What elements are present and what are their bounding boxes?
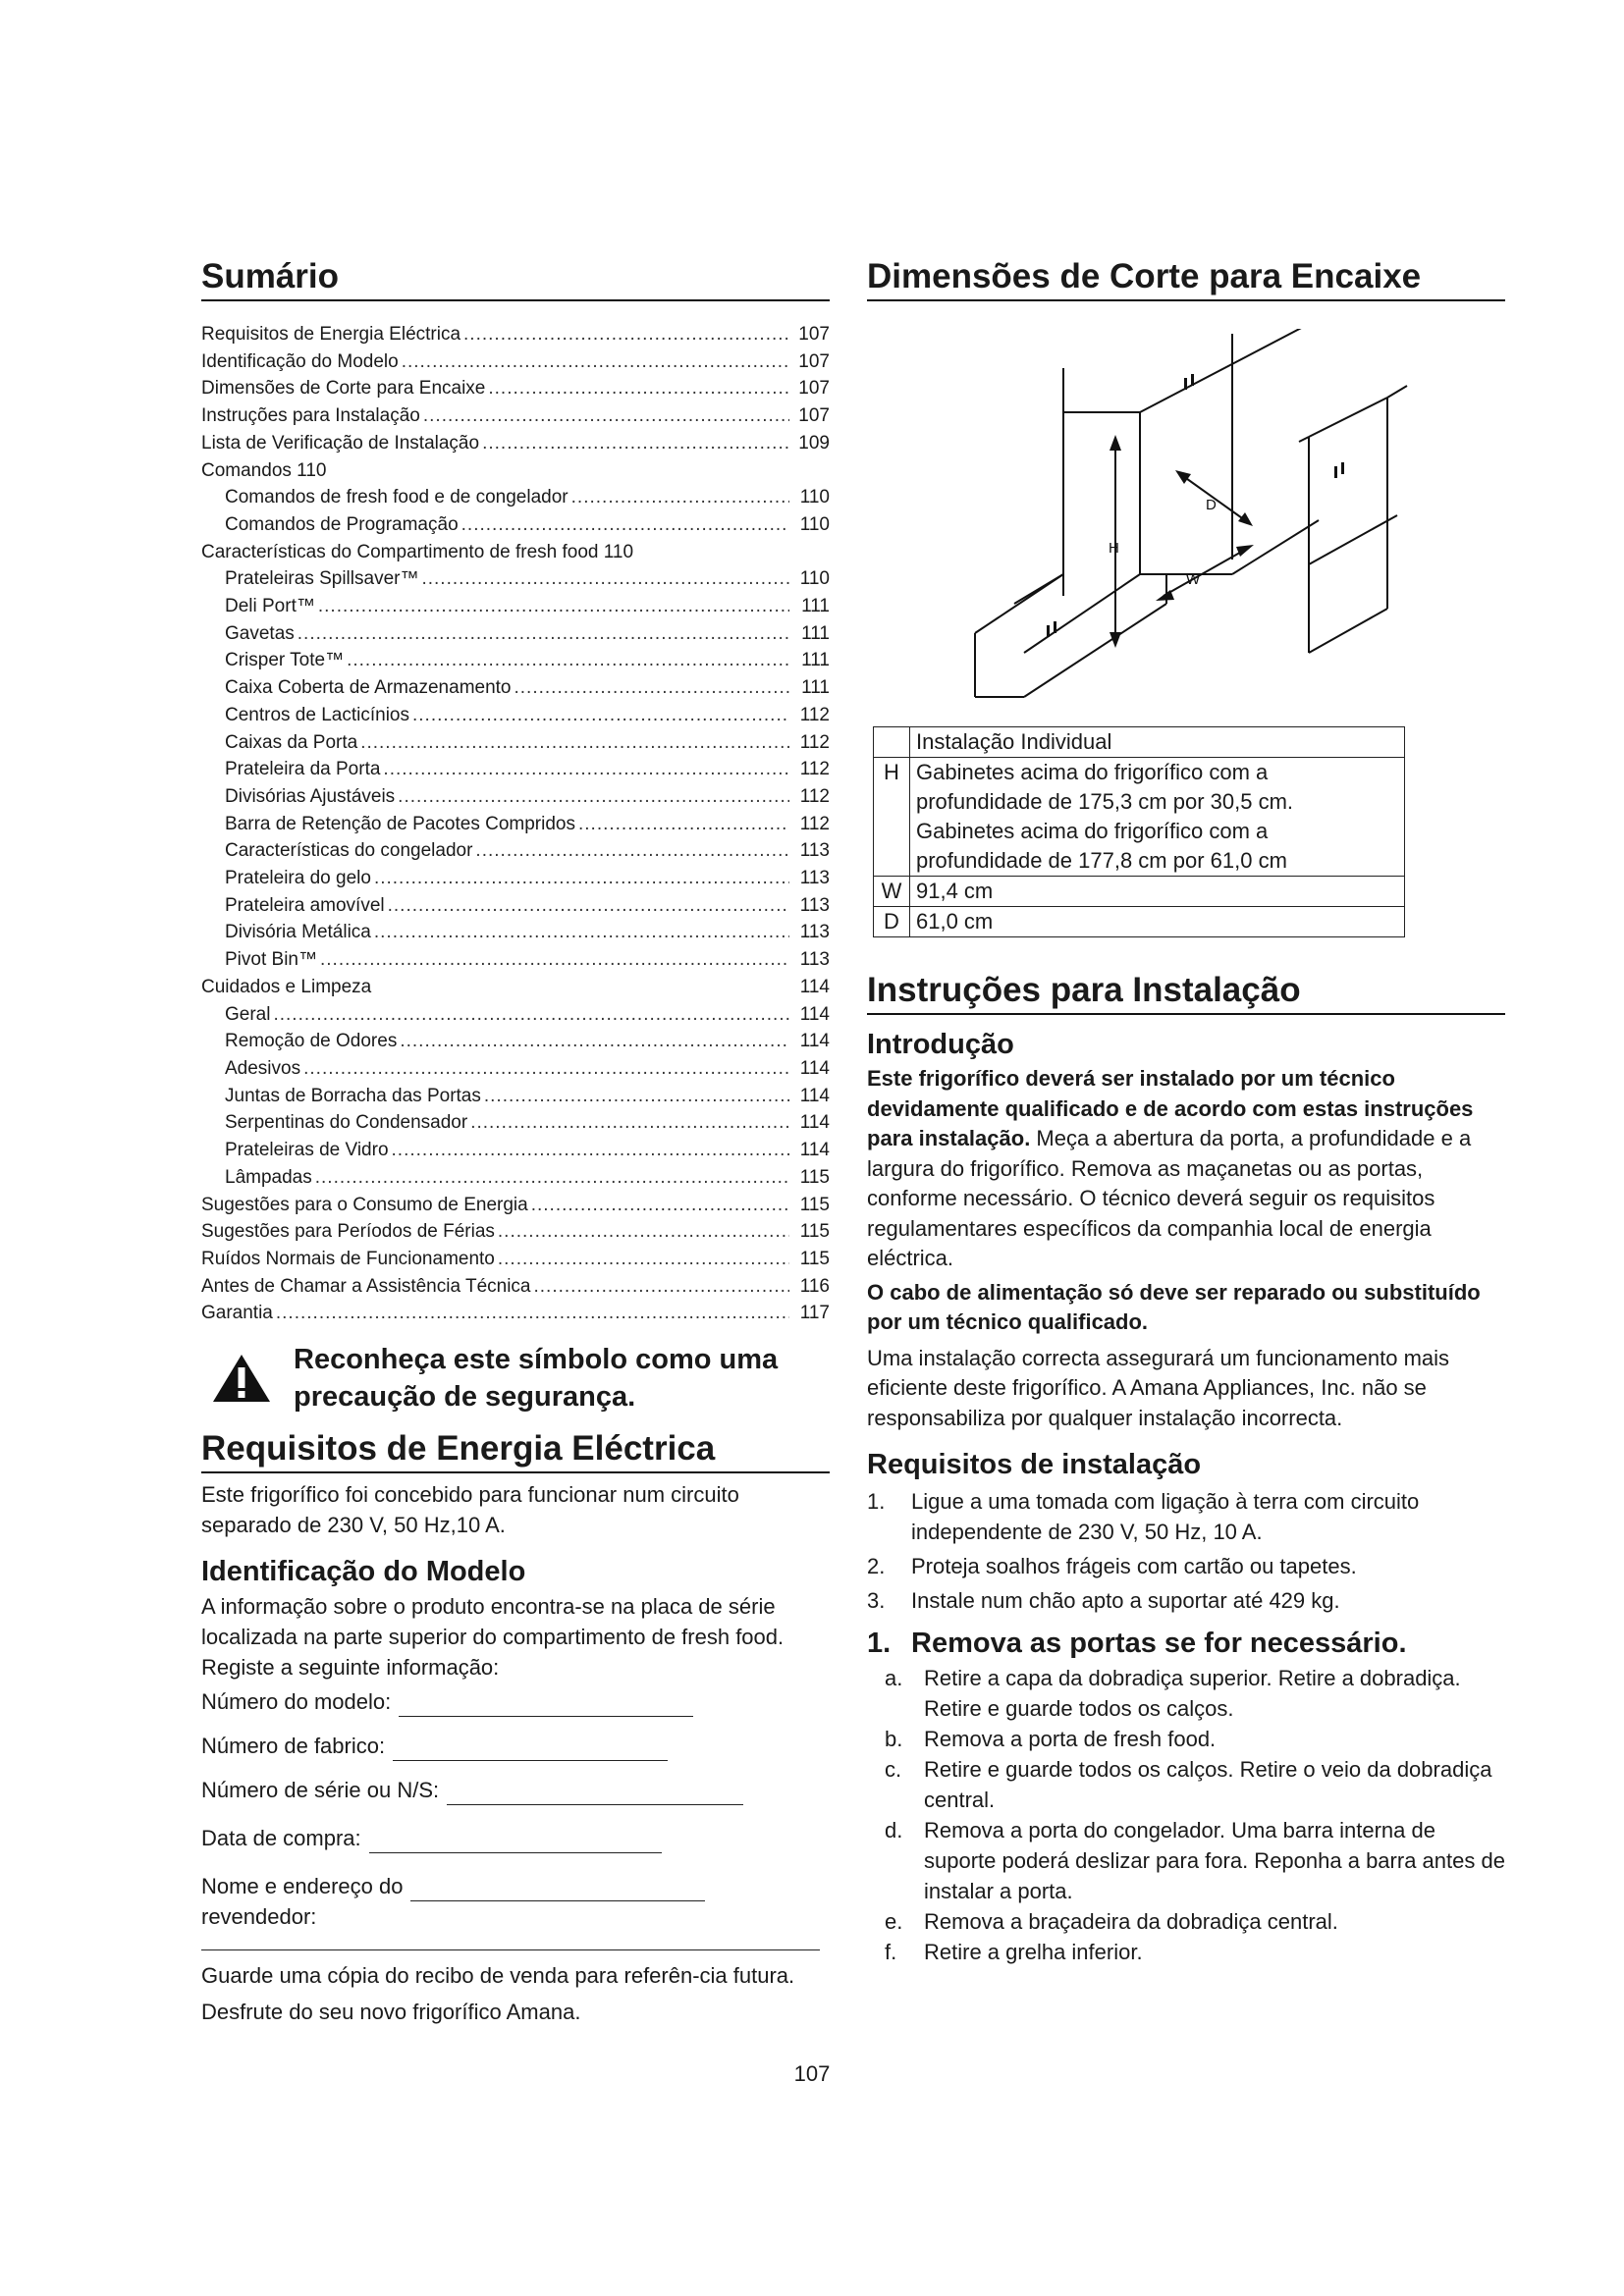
toc-leader-dots: [374, 865, 789, 892]
toc-entry-label: Caixa Coberta de Armazenamento: [225, 677, 512, 699]
toc-entry-page: 117: [799, 1303, 830, 1324]
toc-entry-label: Pivot Bin™: [225, 949, 317, 971]
requirements-list: [867, 1486, 1505, 1616]
toc-entry-page: 114: [799, 976, 830, 997]
diagram-label-h: H: [1109, 540, 1119, 557]
toc-entry: [201, 593, 830, 620]
toc-entry: [201, 430, 830, 457]
energy-title: Requisitos de Energia Eléctrica: [201, 1429, 830, 1473]
safety-warning: [201, 1341, 830, 1415]
toc-entry-label: Caixas da Porta: [225, 731, 358, 753]
model-title: Identificação do Modelo: [201, 1556, 526, 1588]
list-item-text: Remova a porta de fresh food.: [924, 1727, 1217, 1751]
model-number-blank: [399, 1692, 693, 1717]
toc-entry: [201, 1137, 830, 1164]
toc-entry: [201, 1273, 830, 1301]
toc-entry-page: 114: [799, 1031, 830, 1052]
list-item: [885, 1937, 1505, 1967]
toc-entry: [201, 620, 830, 648]
toc-entry: [201, 457, 830, 485]
list-item-number: 1.: [867, 1489, 886, 1514]
toc-entry-label: Barra de Retenção de Pacotes Compridos: [225, 813, 575, 834]
toc-entry: [201, 1083, 830, 1110]
toc-leader-dots: [400, 1028, 789, 1055]
toc-leader-dots: [531, 1192, 789, 1219]
toc-entry-page: 114: [799, 1112, 830, 1134]
list-item: [885, 1754, 1505, 1815]
model-fields: [201, 1686, 830, 1950]
toc-leader-dots: [402, 348, 789, 376]
table-key-d: D: [874, 907, 910, 937]
toc-entry-page: 109: [798, 432, 830, 454]
install-title: Instruções para Instalação: [867, 971, 1505, 1015]
list-item-letter: f.: [885, 1940, 897, 1964]
toc-entry-label: Prateleira da Porta: [225, 759, 381, 780]
list-item-text: Retire a capa da dobradiça superior. Retire a dobradiça. Retire e guarde todos os calços.: [924, 1666, 1461, 1721]
requirements-title: Requisitos de instalação: [867, 1449, 1202, 1480]
list-item-letter: d.: [885, 1818, 903, 1842]
table-header: Instalação Individual: [910, 727, 1405, 758]
toc-entry-label: Lâmpadas: [225, 1166, 312, 1188]
diagram-label-d: D: [1206, 497, 1217, 513]
toc-entry-label: Antes de Chamar a Assistência Técnica: [201, 1275, 531, 1297]
keep-receipt-text: Guarde uma cópia do recibo de venda para referên-cia futura.: [201, 1963, 795, 1989]
toc-entry-page: 114: [799, 1003, 830, 1025]
toc-entry-page: 114: [799, 1057, 830, 1079]
toc-leader-dots: [498, 1218, 789, 1246]
toc-leader-dots: [298, 620, 789, 648]
list-item-number: 2.: [867, 1554, 886, 1578]
toc-entry: [201, 756, 830, 783]
dimensions-table: [873, 726, 1405, 937]
toc-leader-dots: [423, 402, 789, 430]
toc-entry: [201, 1218, 830, 1246]
enjoy-text: Desfrute do seu novo frigorífico Amana.: [201, 2000, 581, 2025]
toc-entry-label: Comandos 110: [201, 459, 327, 481]
table-key-w: W: [874, 877, 910, 907]
toc-entry: [201, 565, 830, 593]
toc-entry: [201, 892, 830, 920]
toc-entry-label: Centros de Lacticínios: [225, 704, 409, 725]
toc-entry-label: Ruídos Normais de Funcionamento: [201, 1248, 495, 1269]
toc-leader-dots: [470, 1109, 789, 1137]
list-item-text: Instale num chão apto a suportar até 429 kg.: [911, 1588, 1340, 1613]
right-column: [867, 257, 1505, 1967]
warning-line-2: precaução de segurança.: [294, 1381, 636, 1414]
warning-line-1: Reconheça este símbolo como uma: [294, 1344, 779, 1376]
toc-leader-dots: [461, 511, 789, 539]
toc-entry-label: Características do Compartimento de fresh food 110: [201, 541, 634, 562]
toc-entry: [201, 865, 830, 892]
toc-entry-label: Cuidados e Limpeza: [201, 976, 372, 997]
toc-leader-dots: [514, 674, 790, 702]
toc-entry: [201, 1164, 830, 1192]
toc-entry: [201, 919, 830, 946]
diagram-label-w: W: [1186, 571, 1201, 588]
intro-bold-text: Este frigorífico deverá ser instalado por um técnico devidamente qualificado e de acordo com estas instruções para instalação.: [867, 1066, 1474, 1150]
list-item-text: Retire e guarde todos os calços. Retire o veio da dobradiça central.: [924, 1757, 1492, 1812]
fabric-number-label: Número de fabrico:: [201, 1734, 386, 1759]
toc-leader-dots: [412, 702, 789, 729]
toc-leader-dots: [578, 811, 789, 838]
intro-rest-text: Meça a abertura da porta, a profundidade e a largura do frigorífico. Remova as maçanetas ou as portas, conforme necessário. O técnico deverá seguir os requisitos regulamentares específicos da companhia local de energia eléctrica.: [867, 1126, 1472, 1270]
toc-entry: [201, 375, 830, 402]
toc-entry-page: 111: [801, 596, 830, 617]
toc-leader-dots: [329, 457, 789, 485]
dealer-label-2: revendedor:: [201, 1904, 317, 1930]
warning-triangle-icon: [211, 1353, 272, 1404]
toc-entry-page: 107: [798, 378, 830, 400]
toc-leader-dots: [276, 1300, 789, 1327]
purchase-date-blank: [369, 1829, 662, 1853]
toc-leader-dots: [488, 375, 789, 402]
dimensions-title: Dimensões de Corte para Encaixe: [867, 257, 1505, 301]
toc-entry-page: 112: [799, 813, 830, 834]
list-item-text: Proteja soalhos frágeis com cartão ou tapetes.: [911, 1554, 1357, 1578]
list-item-text: Remova a porta do congelador. Uma barra interna de suporte poderá deslizar para fora. Reponha a barra antes de instalar a porta.: [924, 1818, 1505, 1903]
list-item-text: Ligue a uma tomada com ligação à terra com circuito independente de 230 V, 50 Hz, 10 A.: [911, 1489, 1420, 1544]
toc-leader-dots: [421, 565, 789, 593]
toc-entry: [201, 1246, 830, 1273]
toc-entry-label: Comandos de Programação: [225, 513, 459, 535]
energy-text: Este frigorífico foi concebido para funcionar num circuito separado de 230 V, 50 Hz,10 A.: [201, 1482, 739, 1538]
toc-entry-page: 116: [799, 1275, 830, 1297]
list-item-number: 3.: [867, 1588, 886, 1613]
toc-entry-page: 113: [799, 894, 830, 916]
toc-entry-page: 111: [801, 677, 830, 699]
toc-entry-page: 112: [799, 731, 830, 753]
toc-entry: [201, 1109, 830, 1137]
toc-leader-dots: [398, 783, 789, 811]
toc-entry-label: Dimensões de Corte para Encaixe: [201, 378, 486, 400]
toc-entry-label: Instruções para Instalação: [201, 405, 420, 427]
toc-entry: [201, 1055, 830, 1083]
list-item: [867, 1551, 1505, 1581]
toc-entry-label: Comandos de fresh food e de congelador: [225, 487, 568, 508]
list-item-letter: c.: [885, 1757, 902, 1782]
toc-entry: [201, 1192, 830, 1219]
toc-entry: [201, 348, 830, 376]
toc-entry-page: 113: [799, 868, 830, 889]
toc-leader-dots: [388, 892, 789, 920]
toc-entry-label: Deli Port™: [225, 596, 315, 617]
list-item: [867, 1585, 1505, 1616]
toc-entry: [201, 783, 830, 811]
toc-entry-label: Remoção de Odores: [225, 1031, 398, 1052]
toc-leader-dots: [571, 484, 789, 511]
toc-entry-label: Prateleiras Spillsaver™: [225, 568, 419, 590]
toc-entry-page: 107: [798, 350, 830, 372]
toc-leader-dots: [482, 430, 789, 457]
toc-entry: [201, 539, 830, 566]
toc-entry-page: 111: [801, 650, 830, 671]
table-key-h: H: [874, 758, 910, 877]
toc-entry: [201, 1300, 830, 1327]
intro-text: [867, 1064, 1505, 1274]
door-steps-list: [867, 1663, 1505, 1967]
toc-leader-dots: [463, 321, 789, 348]
toc-entry-page: [792, 457, 830, 485]
toc-entry-page: 112: [799, 785, 830, 807]
toc-entry-page: 114: [799, 1140, 830, 1161]
toc-entry-label: Características do congelador: [225, 840, 473, 862]
table-w-value: 91,4 cm: [910, 877, 1405, 907]
toc-leader-dots: [383, 756, 789, 783]
toc-leader-dots: [484, 1083, 789, 1110]
toc-entry-page: 112: [799, 704, 830, 725]
left-column: [201, 257, 830, 2027]
toc-leader-dots: [374, 974, 789, 1001]
toc-entry-label: Divisórias Ajustáveis: [225, 785, 396, 807]
toc-entry: [201, 1028, 830, 1055]
doors-title: Remova as portas se for necessário.: [911, 1628, 1407, 1659]
toc-leader-dots: [347, 647, 789, 674]
toc-entry-page: 107: [798, 405, 830, 427]
list-item-text: Remova a braçadeira da dobradiça central.: [924, 1909, 1338, 1934]
toc-entry-page: 110: [799, 568, 830, 590]
toc-entry: [201, 511, 830, 539]
toc-entry-page: 107: [798, 324, 830, 345]
dealer-label-1: Nome e endereço do: [201, 1874, 404, 1899]
toc-entry-label: Requisitos de Energia Eléctrica: [201, 324, 461, 345]
toc-leader-dots: [303, 1055, 789, 1083]
toc-entry-page: 114: [799, 1085, 830, 1106]
list-item-text: Retire a grelha inferior.: [924, 1940, 1143, 1964]
toc-entry-label: Lista de Verificação de Instalação: [201, 432, 480, 454]
toc-entry-page: 115: [799, 1221, 830, 1243]
list-item: [885, 1663, 1505, 1724]
toc-leader-dots: [534, 1273, 790, 1301]
toc-entry-page: 113: [799, 840, 830, 862]
toc-entry-label: Serpentinas do Condensador: [225, 1112, 468, 1134]
intro-title: Introdução: [867, 1029, 1014, 1060]
toc-entry-label: Sugestões para Períodos de Férias: [201, 1221, 495, 1243]
dealer-blank: [410, 1877, 705, 1901]
toc-leader-dots: [315, 1164, 789, 1192]
toc-entry-page: 112: [799, 759, 830, 780]
doors-heading: 1. Remova as portas se for necessário.: [867, 1628, 1407, 1659]
toc-entry-page: 110: [799, 487, 830, 508]
toc-leader-dots: [498, 1246, 789, 1273]
toc-entry-label: Prateleira do gelo: [225, 868, 371, 889]
page-number: 107: [793, 2061, 831, 2086]
toc-entry-page: 111: [801, 622, 830, 644]
list-item: [885, 1815, 1505, 1906]
toc-entry-label: Divisória Metálica: [225, 922, 371, 943]
toc-leader-dots: [374, 919, 789, 946]
toc-entry: [201, 974, 830, 1001]
model-text: A informação sobre o produto encontra-se na placa de série localizada na parte superior do compartimento de fresh food. Registe a seguinte informação:: [201, 1594, 785, 1681]
list-item: [885, 1906, 1505, 1937]
toc-entry: [201, 702, 830, 729]
table-of-contents: [201, 321, 830, 1327]
toc-entry-page: 113: [799, 922, 830, 943]
list-item-letter: e.: [885, 1909, 903, 1934]
list-item-letter: a.: [885, 1666, 903, 1690]
toc-entry: [201, 647, 830, 674]
toc-entry: [201, 811, 830, 838]
toc-entry: [201, 837, 830, 865]
correct-install-text: Uma instalação correcta assegurará um funcionamento mais eficiente deste frigorífico. A Amana Appliances, Inc. não se responsabiliza por qualquer instalação incorrecta.: [867, 1345, 1450, 1430]
toc-entry: [201, 402, 830, 430]
toc-leader-dots: [318, 593, 789, 620]
dealer-signature-line: [201, 1940, 820, 1950]
toc-entry-page: 115: [799, 1248, 830, 1269]
cutout-dimensions-diagram: [867, 329, 1505, 721]
toc-entry-label: Prateleiras de Vidro: [225, 1140, 389, 1161]
toc-leader-dots: [636, 539, 789, 566]
toc-entry: [201, 729, 830, 757]
list-item-letter: b.: [885, 1727, 903, 1751]
toc-leader-dots: [320, 946, 789, 974]
toc-entry: [201, 946, 830, 974]
fabric-number-blank: [393, 1736, 668, 1761]
toc-entry-label: Identificação do Modelo: [201, 350, 399, 372]
toc-entry: [201, 1001, 830, 1029]
toc-entry: [201, 674, 830, 702]
toc-leader-dots: [360, 729, 789, 757]
toc-entry-label: Sugestões para o Consumo de Energia: [201, 1194, 528, 1215]
toc-entry-page: 115: [799, 1194, 830, 1215]
toc-entry-page: [792, 539, 830, 566]
list-item: [867, 1486, 1505, 1547]
toc-leader-dots: [392, 1137, 789, 1164]
toc-entry-label: Gavetas: [225, 622, 295, 644]
serial-number-label: Número de série ou N/S:: [201, 1778, 440, 1803]
toc-entry: [201, 321, 830, 348]
toc-title: Sumário: [201, 257, 830, 301]
toc-entry-label: Prateleira amovível: [225, 894, 385, 916]
model-number-label: Número do modelo:: [201, 1689, 392, 1715]
toc-entry-page: 110: [799, 513, 830, 535]
toc-entry-label: Geral: [225, 1003, 271, 1025]
serial-number-blank: [447, 1781, 743, 1805]
table-h-value: Gabinetes acima do frigorífico com a profundidade de 175,3 cm por 30,5 cm. Gabinetes acima do frigorífico com a profundidade de 177,8 cm por 61,0 cm: [910, 758, 1405, 877]
toc-entry-page: 115: [799, 1166, 830, 1188]
toc-entry: [201, 484, 830, 511]
toc-leader-dots: [273, 1001, 789, 1029]
toc-leader-dots: [475, 837, 789, 865]
purchase-date-label: Data de compra:: [201, 1826, 361, 1851]
toc-entry-page: 113: [799, 949, 830, 971]
toc-entry-label: Garantia: [201, 1303, 273, 1324]
toc-entry-label: Adesivos: [225, 1057, 301, 1079]
list-item: [885, 1724, 1505, 1754]
toc-entry-label: Juntas de Borracha das Portas: [225, 1085, 481, 1106]
table-d-value: 61,0 cm: [910, 907, 1405, 937]
power-cord-note: O cabo de alimentação só deve ser reparado ou substituído por um técnico qualificado.: [867, 1279, 1481, 1334]
toc-entry-label: Crisper Tote™: [225, 650, 345, 671]
